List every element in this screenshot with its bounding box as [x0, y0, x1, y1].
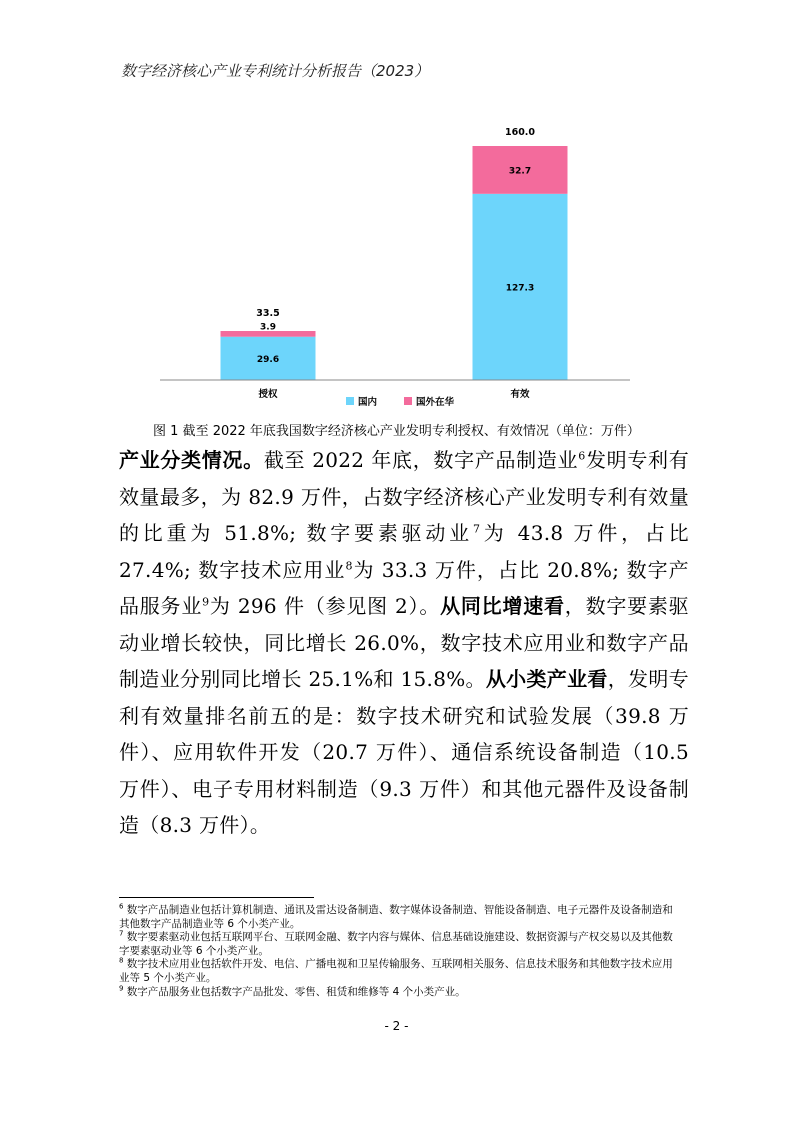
footnote-mark: 8: [119, 956, 124, 965]
footnote-7: [119, 931, 679, 958]
stacked-bar-chart: [150, 118, 640, 418]
footnote-6: [119, 904, 679, 931]
bold-heading-growth: 从同比增速看: [440, 594, 565, 618]
body-text-1: 截至 2022 年底，数字产品制造业: [263, 448, 579, 472]
data-label: 29.6: [256, 354, 280, 365]
bold-heading-subclass: 从小类产业看: [485, 667, 608, 691]
figure-caption: 图 1 截至 2022 年底我国数字经济核心产业发明专利授权、有效情况（单位：万件）: [153, 424, 640, 439]
data-label: 32.7: [508, 166, 532, 177]
body-paragraph: [119, 442, 689, 844]
body-text-5: 为 296 件（参见图 2）。: [209, 594, 441, 618]
total-label: 160.0: [504, 127, 536, 138]
bold-heading-industry: 产业分类情况。: [119, 448, 264, 472]
body-text-6: ，数字要素驱动业增长较快，同比增长 26.0%，数字技术应用业和数字产品制造业分别同比增长 25.1%和 15.8%。: [119, 594, 689, 691]
footnote-mark: 7: [119, 929, 124, 938]
footnote-mark: 6: [119, 902, 124, 911]
x-tick-label: 授权: [258, 389, 278, 400]
legend-label: 国外在华: [416, 397, 455, 408]
footnote-text: 数字产品服务业包括数字产品批发、零售、租赁和维修等 4 个小类产业。: [123, 985, 466, 998]
body-text-4: 为 33.3 万件，占比 20.8%; 数字产品服务业: [119, 557, 689, 618]
footnote-text: 数字技术应用业包括软件开发、电信、广播电视和卫星传输服务、互联网相关服务、信息技术服务和其他数字技术应用业等 5 个小类产业。: [119, 958, 673, 984]
legend-swatch: [404, 397, 412, 405]
total-label: 33.5: [256, 308, 280, 320]
page-number: - 2 -: [384, 1019, 409, 1033]
footnote-ref-8: 8: [345, 558, 353, 572]
data-label: 3.9: [260, 322, 276, 333]
footnote-ref-9: 9: [202, 595, 210, 609]
x-tick-label: 有效: [510, 389, 530, 400]
footnote-9: [119, 986, 679, 1000]
footnote-ref-7: 7: [472, 522, 481, 536]
footnotes: [119, 904, 679, 999]
body-text-3: 为 43.8 万件，占比 27.4%; 数字技术应用业: [119, 521, 689, 582]
data-label: 127.3: [505, 283, 535, 294]
legend-swatch: [346, 397, 354, 405]
footnote-divider: [119, 897, 314, 898]
body-text-7: ，发明专利有效量排名前五的是：数字技术研究和试验发展（39.8 万件）、应用软件开发（20.7 万件）、通信系统设备制造（10.5 万件）、电子专用材料制造（9.3 万件）和其他元器件及设备制造（8.3 万件）。: [119, 667, 689, 837]
footnote-8: [119, 958, 679, 985]
footnote-text: 数字产品制造业包括计算机制造、通讯及雷达设备制造、数字媒体设备制造、智能设备制造、电子元器件及设备制造和其他数字产品制造业等 6 个小类产业。: [119, 904, 673, 930]
legend-label: 国内: [358, 397, 378, 408]
running-header: 数字经济核心产业专利统计分析报告（2023）: [121, 62, 430, 80]
footnote-mark: 9: [119, 984, 124, 993]
footnote-text: 数字要素驱动业包括互联网平台、互联网金融、数字内容与媒体、信息基础设施建设、数据资源与产权交易以及其他数字要素驱动业等 6 个小类产业。: [119, 931, 673, 957]
footnote-ref-6: 6: [578, 449, 586, 463]
body-text-2: 发明专利有效量最多，为 82.9 万件，占数字经济核心产业发明专利有效量的比重为 51.8%; 数字要素驱动业: [119, 448, 689, 545]
